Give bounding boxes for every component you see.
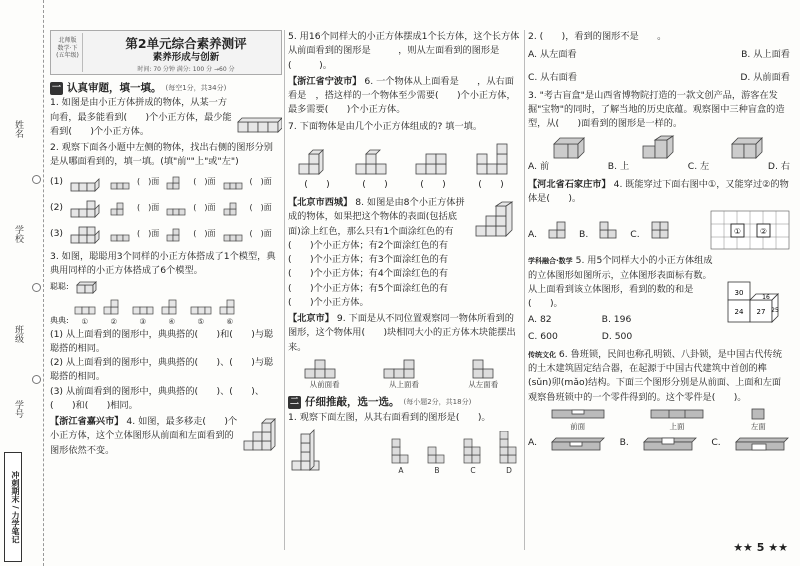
q2-answer-blank[interactable]: ( )面 [249,177,272,187]
q3-models [73,296,242,328]
question-9-tag: 【北京市】 [288,313,334,324]
s2-q6-option-a-figure [550,434,606,452]
question-1-text: 1. 如图是由小正方体拼成的物体，从某一方向看，最多能看到( )个小正方体，最少能看到( )个小正方体。 [50,97,232,137]
s2-q5-tag: 学科融合·数学 [528,257,573,266]
svg-text:27: 27 [756,308,766,317]
q2-view-figure [222,174,244,192]
q7-figure-3 [412,142,452,178]
s2-q4-figures [528,210,790,250]
section-2-question-3 [528,89,790,174]
star-right-icon: ★★ [768,540,788,554]
paper-header [50,30,282,75]
binding-margin [0,0,44,566]
s2-q1-option[interactable]: A [390,431,412,477]
q2-view-figure [109,200,131,218]
q3-model-label: ③ [139,317,147,327]
q9-view-left: 从左面看 [461,359,505,391]
q3-cong-row [50,278,282,296]
question-3-sub-3: (3) 从前面看到的图形中，典典搭的( )、( )、( )和( )相同。 [50,385,265,411]
page-number: 5 [756,540,765,554]
s2-q5-text: 5. 用5个同样大小的小正方体组成的立体图形如图所示，立体图形表面标有数。从上面看到该立体图形，看到的数的和是( )。 [528,255,713,309]
s2-q4-text: 4. 既能穿过下面右图中①，又能穿过②的物体是( )。 [528,178,789,204]
blind-box-1-icon [550,134,590,160]
s2-q4-options: A. B. C. [528,218,672,242]
svg-text:24: 24 [734,308,744,317]
q2-view-figure [109,174,131,192]
section-1-heading: 一 认真审题，填一填。 (每空1分，共34分) [51,82,227,94]
q2-rows [50,170,282,248]
school-label: 学校 [12,225,23,243]
s2-q6-text: 6. 鲁班锁，民间也称孔明锁、八卦锁，是中国古代传统的土木建筑固定结合器，在起源于中国古代建筑中首创的榫(sǔn)卯(mǎo)结构。下面三个图形分别是从前面、上面和左面观察鲁班锁中的一个零件得到的。这个零件是( )。 [528,348,782,403]
s2-q5-row-1: A. 82 B. 196 [528,314,632,326]
q2-object-figure [69,171,103,195]
question-5-text: 5. 用16个同样大的小正方体摆成1个长方体，这个长方体从前面看到的图形是 ，则从左面看到的图形是( )。 [288,31,520,71]
q2-view-figure [222,200,244,218]
section-2-question-2 [528,30,790,85]
q3-model-label: ② [110,317,118,327]
q2-row [50,196,282,222]
q2-row [50,222,282,248]
q2-view-figure [165,200,187,218]
hole-1-label: ① [733,227,742,237]
q3-model [160,296,184,328]
svg-text:30: 30 [734,289,744,298]
name-label: 姓名 [12,120,23,138]
question-8-text: 8. 如图是由8个小正方体拼成的物体，如果把这个物体的表面(包括底面)涂上红色，那么只有1个面涂红色的有( )个小正方体；有2个面涂红色的有( )个小正方体；有3个面涂红色的有( )个小正方体；有4个面涂红色的有( )个小正方体；有5个面涂红色的有( )个小正方体。 [288,197,465,308]
s2-q6-view-left: 左面 [748,407,768,433]
question-2 [50,141,282,248]
svg-text:16: 16 [762,294,770,302]
cong-model-icon [75,279,103,295]
star-left-icon: ★★ [733,540,753,554]
paper-meta: 时间: 70 分钟 满分: 100 分 →60 分 [137,66,235,73]
section-2-question-4 [528,178,790,251]
q4-cube-figure [242,415,282,455]
blind-box-3-icon [728,134,768,160]
column-2 [288,30,520,477]
q2-row [50,170,282,196]
dian-label: 典典: [50,316,69,326]
question-8 [288,196,520,310]
q7-figure-1 [295,142,331,178]
q7-blanks: ( ) ( ) ( ) ( ) [304,178,504,190]
s2-q4-grid-board [710,210,790,250]
number-label: 学号 [12,400,23,418]
q2-answer-blank[interactable]: ( )面 [249,229,272,239]
s2-q3-options: A. 前 B. 上 C. 左 D. 右 [528,160,790,172]
s2-q2-text: 2. ( )，看到的图形不是 。 [528,31,667,42]
question-2-text: 2. 观察下面各小题中左侧的物体，找出右侧的图形分别是从哪面看到的，填一填。(填"前""上"或"左") [50,142,273,168]
question-3 [50,250,282,414]
q2-answer-blank[interactable]: ( )面 [137,203,160,213]
q2-view-figure [222,226,244,244]
q7-figure-4 [473,142,513,178]
q7-figure-2 [352,142,392,178]
q9-view-front: 从前面看 [303,359,347,391]
q2-view-figure [165,226,187,244]
s2-q6-views [528,407,790,433]
class-label: 班级 [12,325,23,343]
q2-answer-blank[interactable]: ( )面 [137,229,160,239]
s2-q6-tag: 传统文化 [528,350,556,359]
q2-row-label: (1) [50,176,64,188]
hole-2-label: ② [759,227,768,237]
section-2-question-1 [288,411,520,477]
question-3-sub-1: (1) 从上面看到的图形中，典典搭的( )和( )与聪聪搭的相同。 [50,328,274,354]
q1-cube-figure [236,114,282,136]
question-1 [50,96,282,139]
page-footer [733,539,788,556]
question-4 [50,415,282,458]
s2-q4-tag: 【河北省石家庄市】 [528,178,611,190]
question-9 [288,312,520,390]
brand-strip: 冲刺期末 / 力学笔记 [4,452,22,562]
s2-q1-text: 1. 观察下面左图，从其右面看到的图形是( )。 [288,411,491,423]
question-6-tag: 【浙江省宁波市】 [288,75,362,87]
s2-q5-cube-figure [722,274,790,328]
q2-object-figure [69,223,103,247]
s2-q1-option[interactable]: C [462,431,484,477]
question-8-tag: 【北京市西城】 [288,197,353,208]
s2-q4-option-c-figure [650,218,672,242]
s2-q5-row-2: C. 600 D. 500 [528,330,633,342]
q3-model [131,296,155,328]
question-7 [288,120,520,193]
s2-q6-view-top: 上面 [649,407,705,433]
s2-q2-option-d[interactable]: D. 从前面看 [740,71,790,83]
q8-cube-figure [472,200,520,242]
q2-view-figure [109,226,131,244]
q9-view-top: 从上面看 [382,359,426,391]
s2-q2-option-a[interactable]: A. 从左面看 [528,49,577,61]
s2-q1-main-figure [288,427,328,477]
question-9-text: 9. 下面是从不同位置观察同一物体所看到的图形，这个物体用( )块相同大小的正方体木块能摆出来。 [288,313,516,353]
s2-q6-view-front: 前面 [550,407,606,433]
section-2-question-6 [528,348,790,453]
s2-q1-option[interactable]: D [498,431,520,477]
q3-model-label: ④ [168,317,176,327]
column-1 [50,80,282,458]
question-4-text: 4. 如图，最多移走( )个小正方体，这个立体图形从前面和左面看到的图形依然不变。 [50,416,238,456]
column-3 [528,30,790,452]
q3-model [218,296,242,328]
s2-q2-row-2 [528,71,790,85]
s2-q1-figures [288,427,520,477]
q2-row-label: (3) [50,228,64,240]
blind-box-2-icon [639,134,679,160]
question-7-text: 7. 下面物体是由几个小正方体组成的? 填一填。 [288,120,483,132]
column-divider [524,30,525,550]
q2-answer-blank[interactable]: ( )面 [193,177,216,187]
q3-model-label: ⑥ [226,317,234,327]
question-5 [288,30,520,73]
svg-text:25: 25 [771,307,779,315]
binding-hole [32,283,41,292]
q3-dian-row [50,296,282,328]
s2-q2-option-c[interactable]: C. 从右面看 [528,71,578,83]
q2-answer-blank[interactable]: ( )面 [193,203,216,213]
q9-views [288,359,520,391]
s2-q6-option-c-figure [734,434,790,452]
s2-q2-row-1 [528,48,790,62]
paper-subtitle: 素养形成与创新 [152,52,220,63]
q3-model [102,296,126,328]
binding-hole [32,375,41,384]
section-2-question-5 [528,254,790,344]
s2-q3-boxes [528,132,790,160]
q3-model [189,296,213,328]
q7-figures [288,138,520,178]
question-6 [288,75,520,118]
s2-q2-option-b[interactable]: B. 从上面看 [741,49,790,61]
q2-answer-blank[interactable]: ( )面 [193,229,216,239]
q2-row-label: (2) [50,202,64,214]
question-6-text: 6. 一个物体从上面看是 ，从右面看是 ，搭这样的一个物体至少需要( )个小正方体，最多需要( )个小正方体。 [288,75,516,116]
column-divider [284,30,285,550]
s2-q3-text: 3. "考古盲盒"是山西省博物院打造的一款文创产品，游客在发掘"宝物"的同时，了解当地的历史底蕴。观察图中三种盲盒的造型，从( )面看到的图形是一样的。 [528,89,785,130]
q2-answer-blank[interactable]: ( )面 [137,177,160,187]
edition-tag: 北师版 数学·下 (五年级) [53,33,83,72]
s2-q4-option-a-figure [547,218,569,242]
q2-view-figure [165,174,187,192]
binding-hole [32,175,41,184]
paper-title: 第2单元综合素养测评 [125,36,247,51]
s2-q1-option[interactable]: B [426,431,448,477]
q3-model-label: ① [81,317,89,327]
section-2-heading: 二 仔细推敲，选一选。 (每小题2分，共18分) [289,396,472,409]
question-3-sub-2: (2) 从上面看到的图形中，典典搭的( )、( )与聪聪搭的相同。 [50,357,274,383]
q2-answer-blank[interactable]: ( )面 [249,203,272,213]
s2-q4-option-b-figure [598,218,620,242]
s2-q6-option-b-figure [642,434,698,452]
q3-model-label: ⑤ [197,317,205,327]
s2-q1-options [390,431,520,477]
question-4-tag: 【浙江省嘉兴市】 [50,416,124,428]
cong-label: 聪聪: [50,281,69,291]
q3-model [73,296,97,328]
s2-q6-options: A. B. C. [528,434,790,452]
question-3-text: 3. 如图，聪聪用3个同样的小正方体搭成了1个模型，典典用同样的小正方体搭成了6个模型。 [50,250,276,276]
q2-object-figure [69,197,103,221]
